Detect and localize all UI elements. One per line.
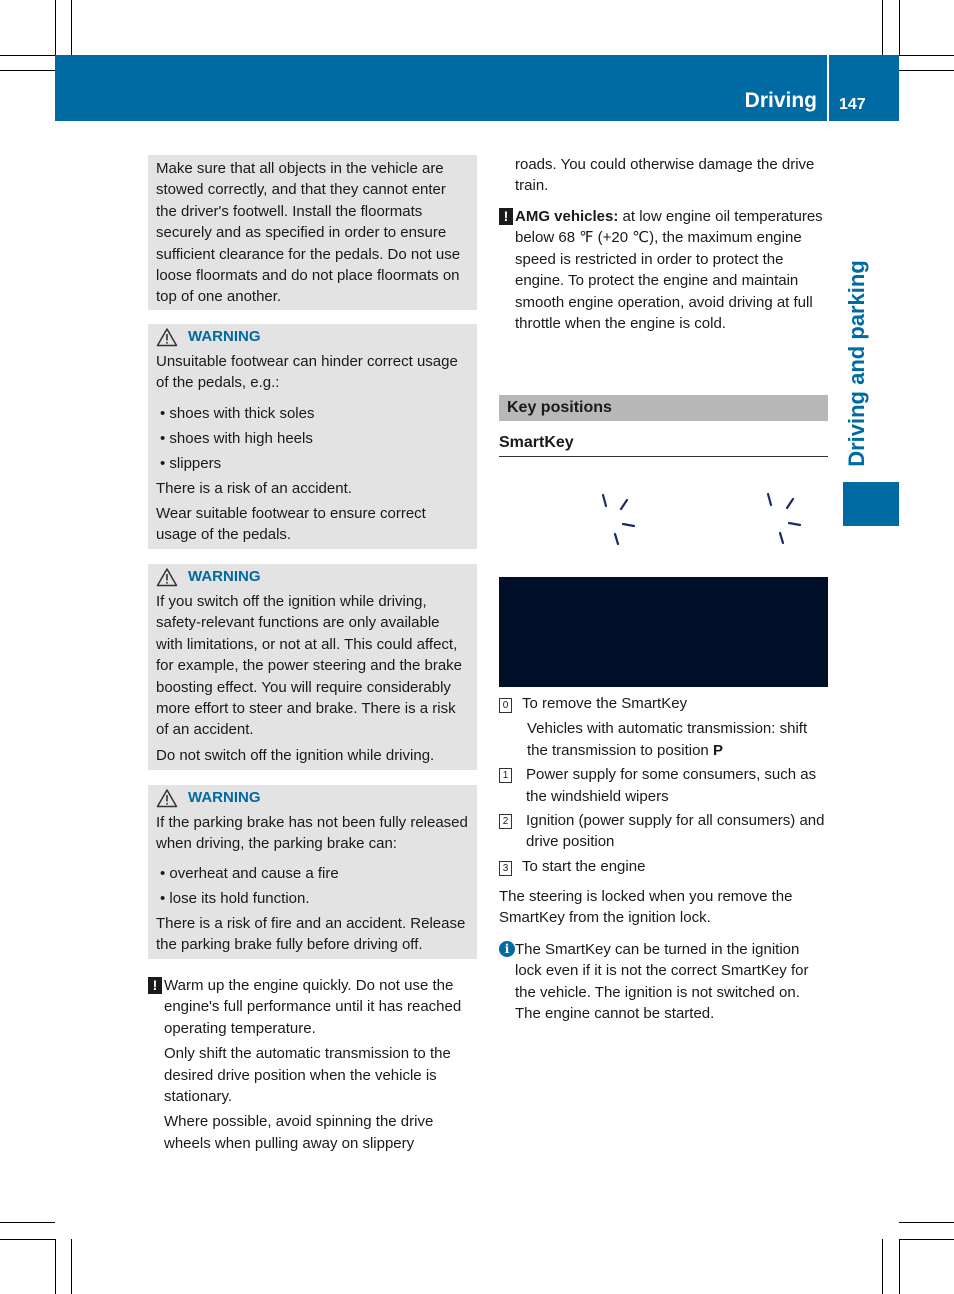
- list-item: • shoes with thick soles: [160, 404, 315, 422]
- crop-mark: [899, 1239, 900, 1294]
- crop-mark: [55, 1239, 56, 1294]
- warning-header: WARNING: [156, 567, 469, 587]
- crop-mark: [899, 1239, 954, 1240]
- crop-mark: [882, 1239, 883, 1294]
- crop-mark: [0, 55, 55, 56]
- warning-intro: Unsuitable footwear can hinder correct usage of the pedals, e.g.:: [156, 353, 458, 392]
- position-mark: [780, 533, 783, 543]
- list-item-note: Vehicles with automatic transmission: shift the transmission to position P: [527, 720, 808, 759]
- warning-box-parking-brake: [148, 785, 477, 959]
- warning-triangle-icon: [156, 567, 178, 587]
- list-item: • lose its hold function.: [160, 889, 310, 907]
- list-item: 0 To remove the SmartKey: [499, 693, 829, 714]
- position-number: 3: [499, 861, 512, 876]
- note-text: Make sure that all objects in the vehicle are stowed correctly, and that they cannot enter the driver's footwell. Install the floormats securely and as specified in order to ensure sufficient clearance for the pedals. Do not use loose floormats and do not place floormats on top of one another.: [156, 160, 461, 306]
- position-mark: [615, 534, 618, 544]
- list-item: • shoes with high heels: [160, 429, 313, 447]
- amg-text: at low engine oil temperatures below 68 ℉ (+20 ℃), the maximum engine speed is restricted in order to protect the engine. To protect the engine and maintain smooth engine operation, avoid driving at full throttle when the engine is cold.: [515, 208, 823, 333]
- ignition-lock-figure: [499, 577, 828, 687]
- caution-text: Only shift the automatic transmission to the desired drive position when the vehicle is stationary.: [164, 1045, 451, 1106]
- page-number: 147: [839, 96, 866, 113]
- warning-advice: Wear suitable footwear to ensure correct usage of the pedals.: [156, 504, 426, 544]
- section-heading: Key positions: [507, 399, 612, 416]
- crop-mark: [882, 0, 883, 55]
- header-bar: [55, 55, 899, 121]
- caution-icon: !: [148, 977, 162, 994]
- crop-mark: [899, 1222, 954, 1223]
- amg-caution: [499, 206, 829, 334]
- crop-mark: [0, 70, 55, 71]
- caution-icon: !: [499, 208, 513, 225]
- warning-box-footwear: [148, 324, 477, 549]
- warning-advice: There is a risk of fire and an accident. Release the parking brake fully before driving off.: [156, 914, 466, 954]
- info-note: i The SmartKey can be turned in the ignition lock even if it is not the correct SmartKey for the vehicle. The ignition is not switched on. The engine cannot be started.: [499, 939, 829, 1025]
- crop-mark: [0, 1239, 55, 1240]
- caution-text: Where possible, avoid spinning the drive wheels when pulling away on slippery: [164, 1113, 434, 1152]
- warning-risk: There is a risk of an accident.: [156, 479, 352, 497]
- info-icon: i: [499, 941, 515, 957]
- list-item: 2 Ignition (power supply for all consumers) and drive position: [499, 810, 829, 853]
- key-position-list: [499, 693, 829, 877]
- crop-mark: [55, 0, 56, 55]
- list-item: • overheat and cause a fire: [160, 864, 339, 882]
- section-title: Driving: [744, 89, 817, 112]
- crop-mark: [71, 0, 72, 55]
- caution-block: [148, 975, 478, 1154]
- position-number: 0: [499, 698, 512, 713]
- position-mark: [768, 494, 771, 505]
- crop-mark: [899, 70, 954, 71]
- crop-mark: [0, 1222, 55, 1223]
- warning-triangle-icon: [156, 788, 178, 808]
- section-heading-bar: [499, 395, 828, 421]
- steering-locked-text: The steering is locked when you remove the SmartKey from the ignition lock.: [499, 888, 793, 927]
- list-item: 3 To start the engine: [499, 856, 829, 877]
- position-mark: [623, 524, 634, 526]
- subsection-rule: [499, 456, 828, 457]
- position-mark: [789, 523, 800, 525]
- position-mark: [621, 500, 627, 509]
- warning-triangle-icon: [156, 327, 178, 347]
- warning-intro: If the parking brake has not been fully released when driving, the parking brake can:: [156, 814, 468, 853]
- position-mark: [787, 499, 793, 508]
- amg-label: AMG vehicles:: [515, 208, 619, 225]
- crop-mark: [899, 0, 900, 55]
- warning-advice: Do not switch off the ignition while driving.: [156, 746, 435, 764]
- warning-box-ignition: [148, 564, 477, 770]
- caution-text: Warm up the engine quickly. Do not use the engine's full performance until it has reached operating temperature.: [164, 977, 462, 1037]
- list-item: 1 Power supply for some consumers, such as the windshield wipers: [499, 764, 829, 807]
- list-item: • slippers: [160, 454, 222, 472]
- ignition-lock-illustration: [499, 470, 828, 575]
- crop-mark: [71, 1239, 72, 1294]
- crop-mark: [899, 55, 954, 56]
- caution-continued: roads. You could otherwise damage the drive train.: [515, 156, 815, 195]
- subsection-heading: SmartKey: [499, 434, 574, 451]
- position-number: 2: [499, 814, 512, 829]
- header-divider: [827, 55, 829, 121]
- chapter-tab: [843, 482, 899, 526]
- warning-text: If you switch off the ignition while driving, safety-relevant functions are only available with limitations, or not at all. This could affect, for example, the power steering and the brake boosting effect. You will require considerably more effort to steer and brake. There is a risk of an accident.: [156, 593, 463, 739]
- chapter-side-label: Driving and parking: [844, 260, 869, 467]
- position-number: 1: [499, 768, 512, 783]
- warning-header: WARNING: [156, 788, 469, 808]
- warning-header: WARNING: [156, 327, 469, 347]
- position-mark: [603, 495, 606, 506]
- note-box: [148, 155, 477, 310]
